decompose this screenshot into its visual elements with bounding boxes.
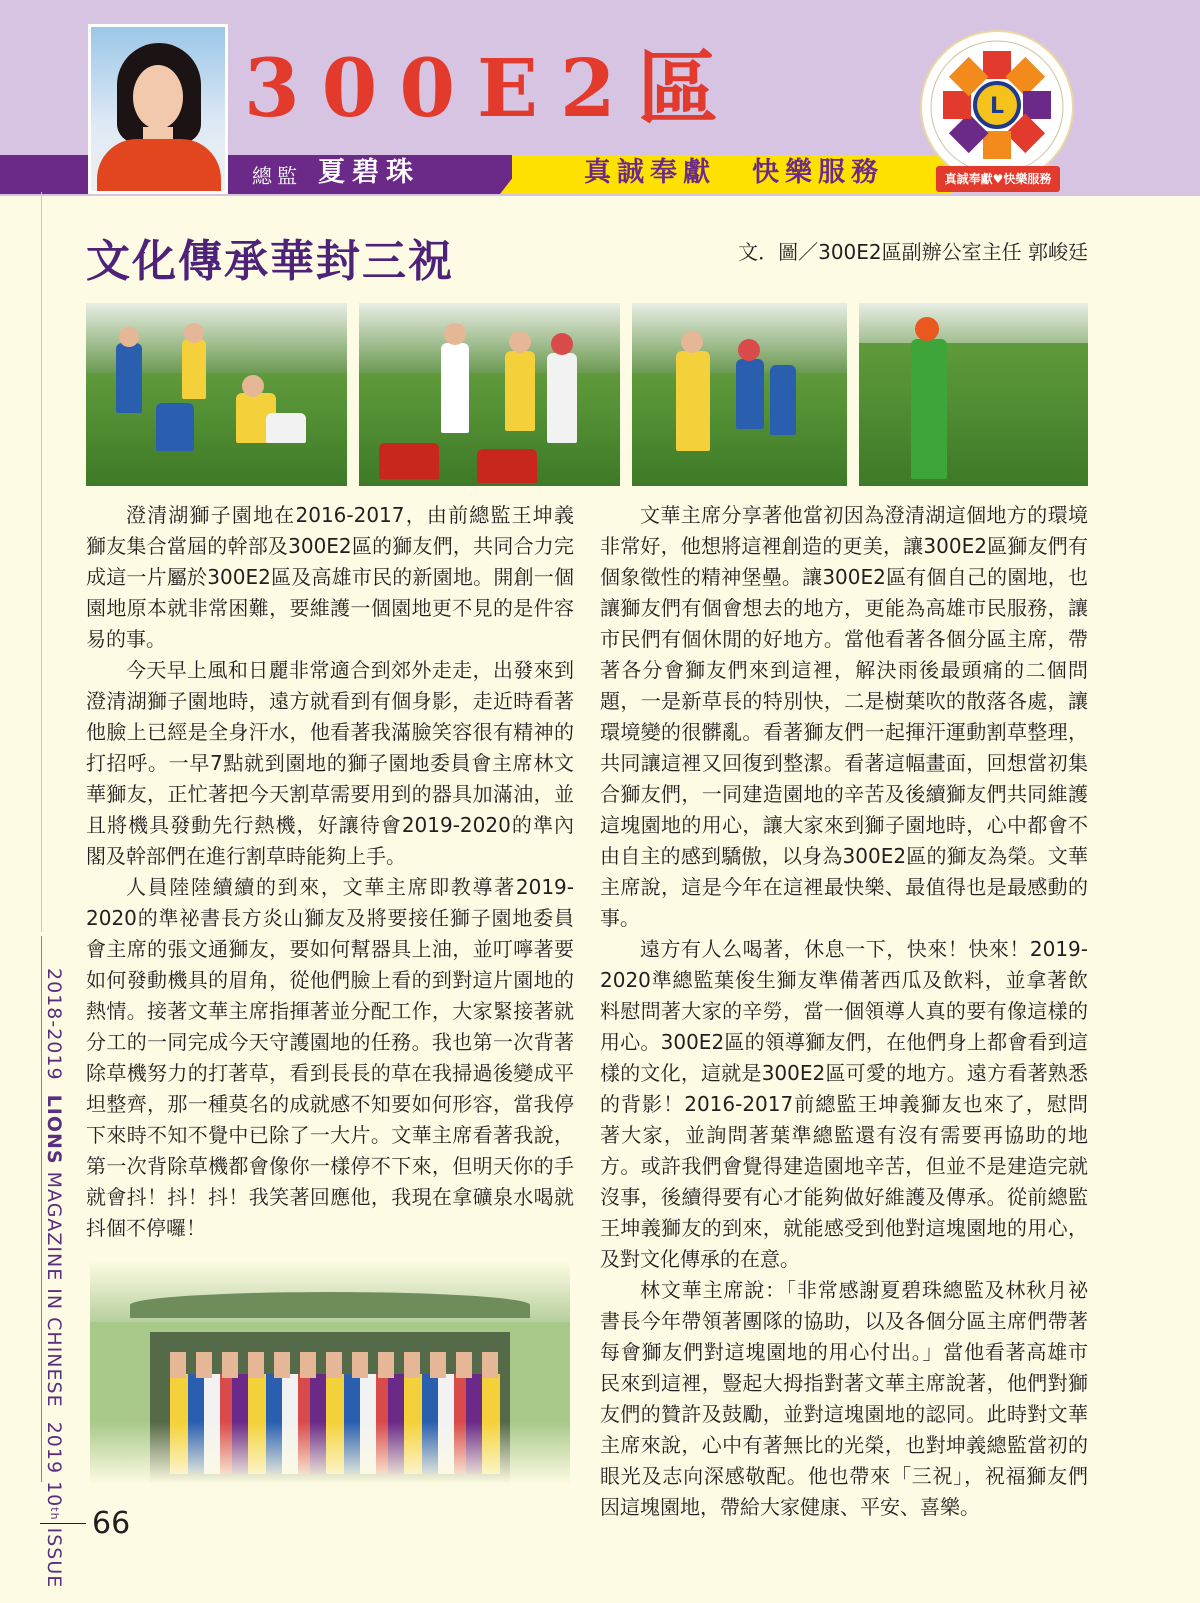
district-motto bbox=[584, 155, 884, 191]
issue-rail-text bbox=[40, 968, 68, 1588]
article-paragraph: 今天早上風和日麗非常適合到郊外走走，出發來到澄清湖獅子園地時，遠方就看到有個身影，走近時看著他臉上已經是全身汗水，他看著我滿臉笑容很有精神的打招呼。一早7點就到園地的獅子園地委員會主席林文華獅友，正忙著把今天割草需要用到的器具加滿油，並且將機具發動先行熱機，好讓待會2019-2020的準內閣及幹部們在進行割草時能夠上手。 bbox=[86, 658, 574, 868]
article-column-left bbox=[86, 500, 574, 1244]
governor-name: 夏碧珠 bbox=[318, 157, 420, 188]
page-number: 66 bbox=[92, 1506, 131, 1541]
rail-magazine: MAGAZINE IN CHINESE bbox=[43, 1171, 65, 1408]
rail-year: 2018-2019 bbox=[43, 968, 65, 1081]
rail-issue-year: 2019 bbox=[43, 1421, 65, 1475]
issue-rail bbox=[40, 968, 70, 1589]
page-number-tick bbox=[40, 1523, 86, 1524]
rail-issue-label: ISSUE bbox=[43, 1527, 65, 1589]
photo-group-pavilion bbox=[90, 1262, 570, 1484]
motto-left: 真誠奉獻 bbox=[584, 157, 716, 188]
photo-machine-refuel bbox=[86, 303, 347, 486]
logo-flower bbox=[943, 51, 1051, 159]
photo-mowing-team bbox=[632, 303, 847, 486]
motto-right: 快樂服務 bbox=[752, 157, 884, 188]
article-paragraph: 人員陸陸續續的到來，文華主席即教導著2019-2020的準祕書長方炎山獅友及將要接任獅子園地委員會主席的張文通獅友，要如何幫器具上油，並叮嚀著要如何發動機具的眉角，從他們臉上看的到對這片園地的熱情。接著文華主席指揮著並分配工作，大家緊接著就分工的一同完成今天守護園地的任務。我也第一次背著除草機努力的打著草，看到長長的草在我掃過後變成平坦整齊，那一種莫名的成就感不知要如何形容，當我停下來時不知不覺中已除了一大片。文華主席看著我說，第一次背除草機都會像你一樣停不下來，但明天你的手就會抖！抖！抖！我笑著回應他，我現在拿礦泉水喝就抖個不停囉！ bbox=[86, 875, 574, 1240]
district-logo bbox=[917, 27, 1077, 187]
district-title: 300E2區 bbox=[244, 41, 740, 135]
article-paragraph: 遠方有人么喝著，休息一下，快來！快來！2019-2020準總監葉俊生獅友準備著西瓜及飲料，並拿著飲料慰問著大家的辛勞，當一個領導人真的要有像這樣的用心。300E2區的領導獅友們，在他們身上都會看到這樣的文化，這就是300E2區可愛的地方。遠方看著熟悉的背影！2016-2017前總監王坤義獅友也來了，慰問著大家，並詢問著葉準總監還有沒有需要再協助的地方。或許我們會覺得建造園地辛苦，但並不是建造完就沒事，後續得要有心才能夠做好維護及傳承。從前總監王坤義獅友的到來，就能感受到他對這塊園地的用心，及對文化傳承的在意。 bbox=[600, 937, 1088, 1271]
article-paragraph: 文華主席分享著他當初因為澄清湖這個地方的環境非常好，他想將這裡創造的更美，讓300E2區獅友們有個象徵性的精神堡壘。讓300E2區有個自己的園地，也讓獅友們有個會想去的地方，更能為高雄市民服務，讓市民們有個休閒的好地方。當他看著各個分區主席，帶著各分會獅友們來到這裡，解決雨後最頭痛的二個問題，一是新草長的特別快，二是樹葉吹的散落各處，讓環境變的很髒亂。看著獅友們一起揮汗運動割草整理，共同讓這裡又回復到整潔。看著這幅畫面，回想當初集合獅友們，一同建造園地的辛苦及後續獅友們共同維護這塊園地的用心，讓大家來到獅子園地時，心中都會不由自主的感到驕傲，以身為300E2區的獅友為榮。文華主席說，這是今年在這裡最快樂、最值得也是最感動的事。 bbox=[600, 503, 1088, 930]
article-paragraph: 澄清湖獅子園地在2016-2017，由前總監王坤義獅友集合當屆的幹部及300E2區的獅友們，共同合力完成這一片屬於300E2區及高雄市民的新園地。開創一個園地原本就非常困難，要維護一個園地更不見的是件容易的事。 bbox=[86, 503, 574, 651]
article-column-right bbox=[600, 500, 1088, 1523]
rail-issue-suffix: th bbox=[48, 1507, 61, 1521]
article-paragraph: 林文華主席說：「非常感謝夏碧珠總監及林秋月祕書長今年帶領著團隊的協助，以及各個分區主席們帶著每會獅友們對這塊園地的用心付出。」當他看著高雄市民來到這裡，豎起大拇指對著文華主席說著，他們對獅友們的贊許及鼓勵，並對這塊園地的認同。此時對文華主席來說，心中有著無比的光榮，也對坤義總監當初的眼光及志向深感敬配。他也帶來「三祝」，祝福獅友們因這塊園地，帶給大家健康、平安、喜樂。 bbox=[600, 1278, 1088, 1519]
side-rule-upper bbox=[41, 192, 42, 932]
photo-grass-trimmer bbox=[859, 303, 1088, 486]
rail-brand: LIONS bbox=[43, 1094, 65, 1165]
photo-lawnmower-lesson bbox=[359, 303, 620, 486]
rail-issue-no: 10 bbox=[43, 1481, 65, 1508]
logo-ribbon: 真誠奉獻♥快樂服務 bbox=[936, 166, 1060, 192]
article-headline: 文化傳承華封三祝 bbox=[86, 236, 454, 287]
governor-portrait bbox=[88, 24, 228, 194]
article-byline: 文．圖／300E2區副辦公室主任 郭峻廷 bbox=[738, 240, 1088, 264]
governor-label: 總監 bbox=[252, 164, 302, 188]
logo-letter: L bbox=[989, 94, 1005, 119]
